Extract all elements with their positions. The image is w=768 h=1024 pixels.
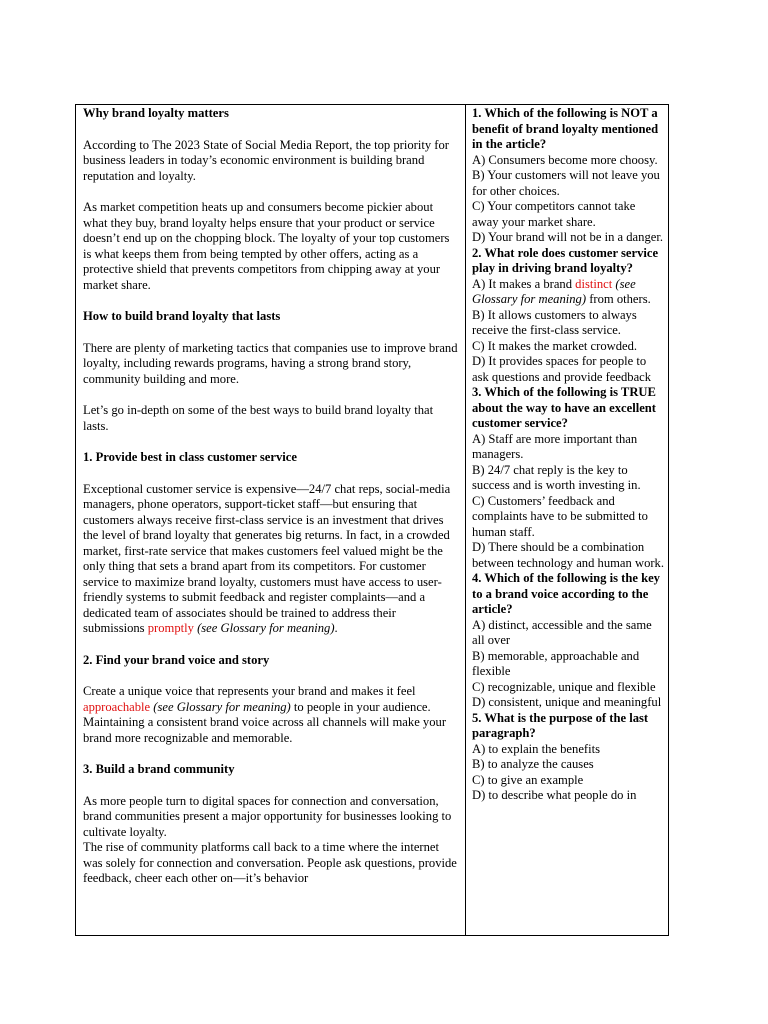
glossary-note: (see Glossary for meaning)	[150, 699, 291, 714]
answer-option: C) to give an example	[472, 772, 584, 787]
glossary-note: (see Glossary for meaning)	[472, 276, 636, 306]
answer-option: B) It allows customers to always receive the first-class service.	[472, 307, 637, 337]
section-heading: 3. Build a brand community	[83, 762, 235, 776]
answer-option: A) Consumers become more choosy.	[472, 152, 658, 167]
article-paragraph	[83, 482, 459, 637]
article-paragraph: As more people turn to digital spaces for connection and conversation, brand communities present a major opportunity for businesses looking to cultivate loyalty.	[83, 793, 452, 839]
article-paragraph: The rise of community platforms call back to a time where the internet was solely for connection and conversation. People ask questions, provide feedback, cheer each other on—it’s behavior	[83, 840, 457, 885]
question-stem: 5. What is the purpose of the last paragraph?	[472, 710, 649, 740]
article-paragraph: There are plenty of marketing tactics that companies use to improve brand loyalty, including rewards programs, having a strong brand story, community building and more.	[83, 340, 458, 386]
article-paragraph: According to The 2023 State of Social Media Report, the top priority for business leaders in today’s economic environment is building brand reputation and loyalty.	[83, 137, 449, 183]
glossary-word: approachable	[83, 699, 151, 714]
article-paragraph	[83, 684, 459, 746]
article-paragraph: As market competition heats up and consumers become pickier about what they buy, brand loyalty helps ensure that your product or service doesn’t end up on the chopping block. The loyalty of your top customers is what keeps them from being tempted by other offers, acting as a protective shield that prevents competitors from chipping away at your market share.	[83, 200, 450, 292]
answer-option: D) Your brand will not be in a danger.	[472, 230, 663, 244]
answer-option: D) to describe what people do in	[472, 788, 637, 802]
answer-option: A) to explain the benefits	[472, 741, 600, 756]
answer-option: D) consistent, unique and meaningful	[472, 695, 662, 709]
paragraph-text: Exceptional customer service is expensive—24/7 chat reps, social-media managers, phone operators, support-ticket staff—but ensuring that customers always receive first-class service is an investment that drives the level of brand loyalty that generates big returns. In fact, in a crowded market, first-rate service that makes customers feel valued might be the only thing that sets a brand apart from its competitors. For customer service to maximize brand loyalty, customers must have access to user-friendly systems to submit feedback and register complaints—and a dedicated team of associates should be trained to address their submissions	[83, 481, 451, 635]
answer-option: C) Customers’ feedback and complaints have to be submitted to human staff.	[472, 493, 648, 539]
section-heading: How to build brand loyalty that lasts	[83, 309, 281, 323]
answer-option: B) Your customers will not leave you for other choices.	[472, 168, 660, 198]
glossary-word: promptly	[147, 621, 194, 635]
answer-option: D) There should be a combination between technology and human work.	[472, 540, 664, 570]
article-column	[76, 105, 466, 935]
question-stem: 4. Which of the following is the key to a brand voice according to the article?	[472, 571, 660, 616]
answer-option: B) 24/7 chat reply is the key to success and is worth investing in.	[472, 462, 641, 492]
answer-option: A) distinct, accessible and the same all over	[472, 617, 652, 647]
section-heading: 1. Provide best in class customer service	[83, 450, 297, 464]
answer-option: D) It provides spaces for people to ask questions and provide feedback	[472, 354, 652, 384]
option-text: A) It makes a brand	[472, 276, 576, 291]
answer-option: A) Staff are more important than managers.	[472, 431, 638, 461]
article-paragraph: Let’s go in-depth on some of the best ways to build brand loyalty that lasts.	[83, 403, 434, 433]
paragraph-text: Create a unique voice that represents your brand and makes it feel	[83, 684, 416, 698]
glossary-word: distinct	[575, 276, 613, 291]
answer-option: C) It makes the market crowded.	[472, 338, 638, 353]
worksheet-table	[75, 104, 669, 936]
paragraph-text: .	[334, 621, 338, 635]
answer-option: C) Your competitors cannot take away your market share.	[472, 199, 636, 229]
question-stem: 2. What role does customer service play in driving brand loyalty?	[472, 245, 659, 275]
answer-option	[472, 277, 664, 308]
question-stem: 3. Which of the following is TRUE about the way to have an excellent customer service?	[472, 385, 656, 430]
answer-option: B) memorable, approachable and flexible	[472, 648, 640, 678]
section-heading: 2. Find your brand voice and story	[83, 652, 270, 667]
option-text: from others.	[586, 292, 651, 306]
article-title: Why brand loyalty matters	[83, 106, 229, 120]
question-stem: 1. Which of the following is NOT a benefit of brand loyalty mentioned in the article?	[472, 106, 659, 151]
paragraph-text: to people in your audience. Maintaining a consistent brand voice across all channels will make your brand more recognizable and memorable.	[83, 699, 447, 745]
questions-column	[466, 105, 668, 935]
answer-option: B) to analyze the causes	[472, 757, 594, 771]
answer-option: C) recognizable, unique and flexible	[472, 679, 656, 694]
glossary-note: (see Glossary for meaning)	[193, 621, 335, 635]
